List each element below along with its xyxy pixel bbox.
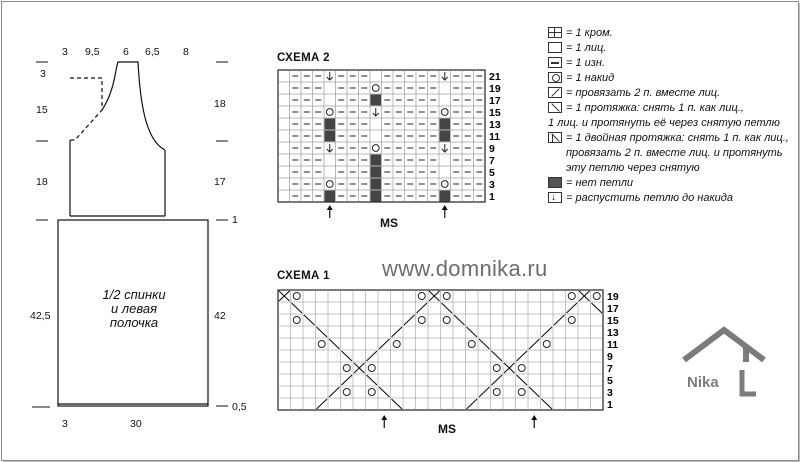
schema2-ms-label: MS xyxy=(380,216,398,230)
schema1-row-number: 15 xyxy=(607,315,619,327)
no-stitch-mark xyxy=(371,167,382,178)
height-left-1: 3 xyxy=(40,68,46,80)
height-right-4: 42 xyxy=(214,310,226,322)
legend-item xyxy=(548,71,796,86)
legend-text: = 1 лиц. xyxy=(566,42,607,54)
height-left-2: 15 xyxy=(36,104,48,116)
watermark-url: www.domnika.ru xyxy=(382,256,548,281)
legend-item xyxy=(548,191,796,206)
purl-stitch-icon xyxy=(548,57,562,68)
height-right-3: 1 xyxy=(232,214,238,226)
no-stitch-mark xyxy=(440,131,451,142)
legend-item xyxy=(548,26,796,41)
no-stitch-mark xyxy=(325,131,336,142)
width-bottom-2: 30 xyxy=(130,418,142,430)
height-left-3: 18 xyxy=(36,176,48,188)
piece-label xyxy=(60,288,208,330)
knit-stitch-icon xyxy=(548,42,562,53)
schema2-grid xyxy=(276,68,501,222)
ms-arrow xyxy=(442,205,448,210)
schema1-row-number: 1 xyxy=(607,399,613,411)
no-stitch-mark xyxy=(371,95,382,106)
knit-two-together-icon xyxy=(548,87,562,98)
schema2-title: СХЕМА 2 xyxy=(277,52,330,64)
schema2-row-number: 11 xyxy=(489,131,501,143)
legend-item xyxy=(548,41,796,56)
height-right-1: 18 xyxy=(214,98,226,110)
no-stitch-mark xyxy=(371,179,382,190)
legend-item xyxy=(548,176,796,191)
height-right-2: 17 xyxy=(214,176,226,188)
no-stitch-mark xyxy=(371,155,382,166)
piece-label-line: полочка xyxy=(109,315,159,330)
schema2-row-number: 9 xyxy=(489,143,495,155)
height-left-4: 42,5 xyxy=(30,310,51,322)
ms-arrow xyxy=(381,415,387,420)
double-decrease-icon xyxy=(548,132,562,143)
legend-text: = распустить петлю до накида xyxy=(566,192,733,204)
width-bottom-1: 3 xyxy=(62,418,68,430)
no-stitch-mark xyxy=(440,191,451,202)
no-stitch-mark xyxy=(325,191,336,202)
legend-item xyxy=(548,86,796,101)
schema1-title: СХЕМА 1 xyxy=(277,270,330,282)
legend-text: = 1 протяжка: снять 1 п. как лиц., xyxy=(566,102,744,114)
no-stitch-mark xyxy=(440,119,451,130)
piece-label-line: 1/2 спинки xyxy=(102,287,166,302)
no-stitch-mark xyxy=(325,119,336,130)
schema2-row-number: 5 xyxy=(489,167,495,179)
edge-stitch-icon xyxy=(548,27,562,38)
width-top-4: 6,5 xyxy=(145,46,160,58)
schema2-row-number: 17 xyxy=(489,95,501,107)
schema2-row-number: 15 xyxy=(489,107,501,119)
schema2-row-number: 19 xyxy=(489,83,501,95)
legend-text-continuation: 1 лиц. и протянуть её через снятую петлю xyxy=(548,117,780,129)
legend-text: = 1 накид xyxy=(566,72,615,84)
legend xyxy=(548,26,796,206)
legend-text: = 1 двойная протяжка: снять 1 п. как лиц., провязать 2 п. вместе лиц. и протянуть эту петлю через снятую xyxy=(566,132,789,174)
no-stitch-icon xyxy=(548,177,562,188)
drop-stitch-icon xyxy=(548,192,562,203)
ms-arrow xyxy=(327,205,333,210)
height-right-5: 0,5 xyxy=(232,401,247,413)
schema2-row-number: 3 xyxy=(489,179,495,191)
schema1-row-number: 11 xyxy=(607,339,619,351)
slip-knit-pass-icon xyxy=(548,102,562,113)
schema2-row-number: 13 xyxy=(489,119,501,131)
width-top-5: 8 xyxy=(183,46,189,58)
legend-text: = нет петли xyxy=(566,177,634,189)
legend-text: = 1 кром. xyxy=(566,27,613,39)
width-top-2: 9,5 xyxy=(85,46,100,58)
schema1-row-number: 5 xyxy=(607,375,613,387)
legend-text: = провязать 2 п. вместе лиц. xyxy=(566,87,721,99)
schema1-row-number: 13 xyxy=(607,327,619,339)
schema2-row-number: 1 xyxy=(489,191,495,203)
no-stitch-mark xyxy=(371,191,382,202)
logo-text: Nika xyxy=(687,374,719,391)
legend-item xyxy=(548,101,796,116)
legend-item xyxy=(548,56,796,71)
legend-item xyxy=(548,131,796,176)
schema1-row-number: 3 xyxy=(607,387,613,399)
yarn-over-icon xyxy=(548,72,562,83)
schema1-ms-label: MS xyxy=(438,422,456,436)
schema1-row-number: 17 xyxy=(607,303,619,315)
schema1-row-number: 7 xyxy=(607,363,613,375)
schema1-row-number: 9 xyxy=(607,351,613,363)
piece-label-line: и левая xyxy=(110,301,158,316)
schema2-row-number: 21 xyxy=(489,71,501,83)
legend-text: = 1 изн. xyxy=(566,57,605,69)
width-top-3: 6 xyxy=(123,46,129,58)
ms-arrow xyxy=(531,415,537,420)
schema1-row-number: 19 xyxy=(607,291,619,303)
schema1-grid xyxy=(276,288,619,428)
width-top-1: 3 xyxy=(62,46,68,58)
schema2-row-number: 7 xyxy=(489,155,495,167)
